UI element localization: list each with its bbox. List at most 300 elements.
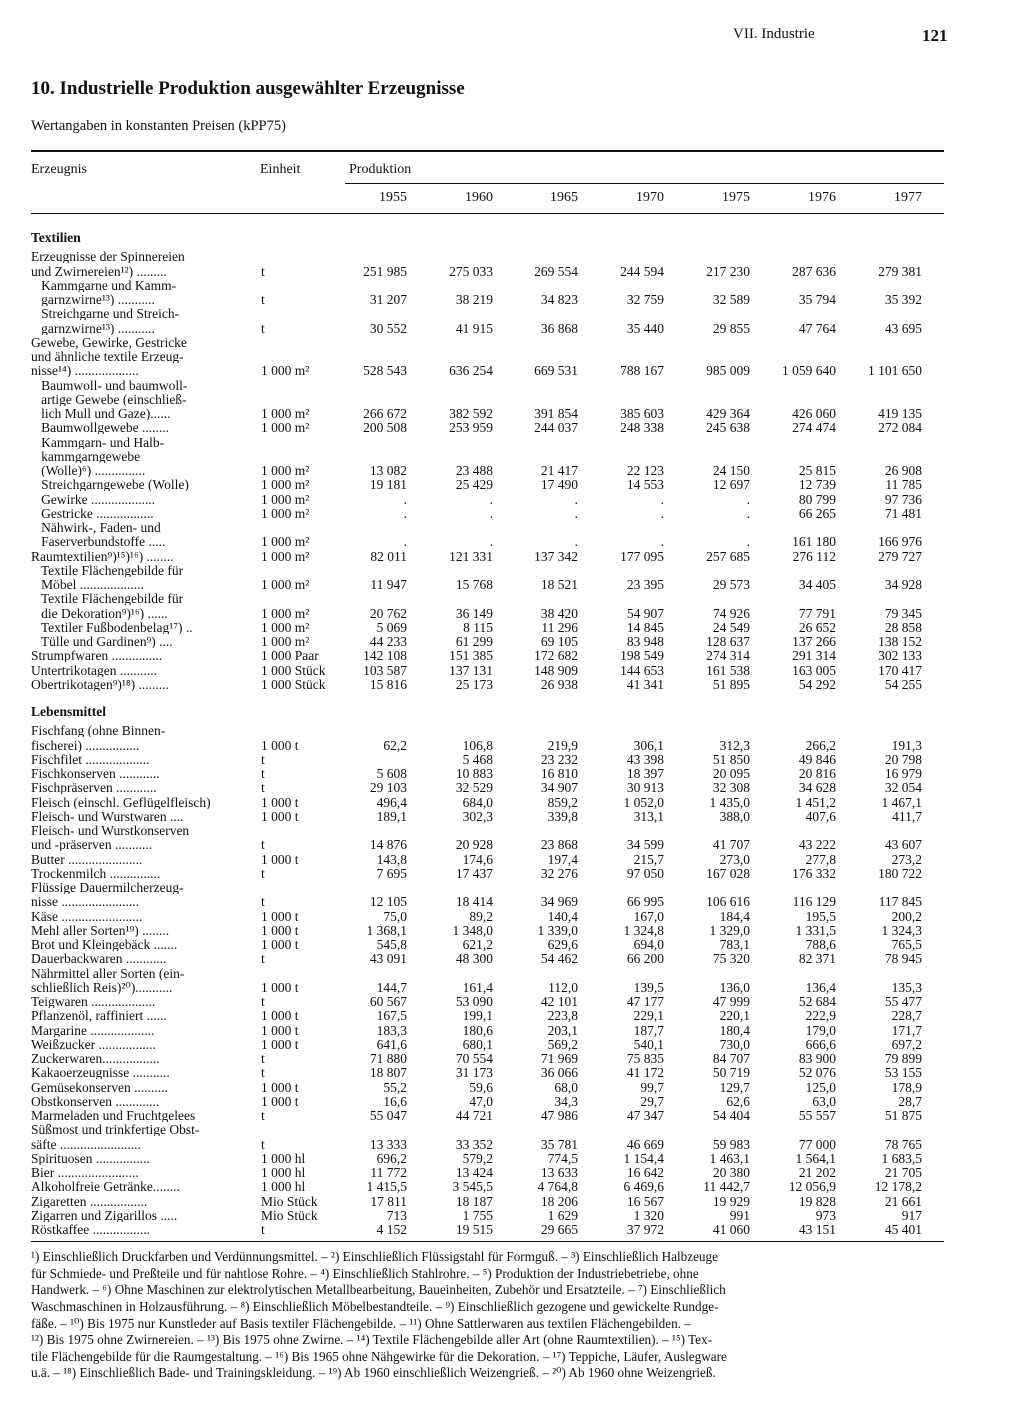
- product-label: Raumtextilien⁹)¹⁵)¹⁶) ........: [31, 549, 174, 563]
- chapter-header: VII. Industrie: [733, 26, 815, 42]
- value-cell: 774,5: [547, 1150, 578, 1166]
- page-subtitle: Wertangaben in konstanten Preisen (kPP75): [31, 118, 286, 134]
- footnote-line: Waschmaschinen in Holzausführung. – ⁸) Einschließlich Möbelbestandteile. – ⁹) Einschließlich gezogene und gewickelte Rundge-: [31, 1299, 719, 1315]
- value-cell: 7 695: [376, 865, 407, 881]
- value-cell: 163 005: [792, 662, 836, 678]
- value-cell: 103 587: [363, 662, 407, 678]
- product-label: Gewebe, Gewirke, Gestricke: [31, 335, 187, 349]
- table-row: [31, 664, 951, 678]
- value-cell: 128 637: [706, 634, 750, 649]
- product-label: Trockenmilch ...............: [31, 866, 161, 880]
- value-cell: 75 835: [626, 1051, 664, 1066]
- table-row: [31, 493, 951, 507]
- value-cell: 223,8: [547, 1008, 578, 1024]
- unit-cell: 1 000 m²: [261, 534, 310, 550]
- value-cell: 52 076: [798, 1065, 836, 1081]
- value-cell: 180,4: [719, 1022, 750, 1038]
- value-cell: 11 785: [885, 477, 922, 493]
- value-cell: 172 682: [534, 648, 578, 664]
- value-cell: 203,1: [547, 1022, 578, 1038]
- value-cell: 16 979: [884, 766, 922, 781]
- value-cell: 8 115: [463, 619, 493, 635]
- product-label: Baumwollgewebe ........: [31, 421, 169, 435]
- value-cell: 34,3: [554, 1093, 578, 1109]
- unit-cell: 1 000 t: [261, 979, 299, 995]
- value-cell: 47 177: [626, 994, 664, 1009]
- value-cell: 144 653: [620, 662, 664, 678]
- table-row: [31, 867, 951, 881]
- value-cell: 273,0: [719, 851, 750, 867]
- column-header-product: Erzeugnis: [31, 162, 87, 177]
- value-cell: 167 028: [706, 865, 750, 881]
- value-cell: 136,0: [719, 979, 750, 995]
- unit-cell: 1 000 m²: [261, 577, 310, 592]
- value-cell: 697,2: [891, 1036, 922, 1052]
- value-cell: 411,7: [892, 808, 922, 824]
- unit-cell: 1 000 t: [261, 1093, 299, 1109]
- value-cell: 75,0: [383, 908, 407, 924]
- value-cell: 23 395: [626, 577, 664, 592]
- unit-cell: 1 000 t: [261, 1008, 299, 1024]
- column-header-unit: Einheit: [260, 162, 301, 177]
- value-cell: 183,3: [376, 1022, 407, 1038]
- product-label: Dauerbackwaren ............: [31, 952, 167, 966]
- value-cell: 41 707: [712, 837, 750, 853]
- table-row: [31, 478, 951, 492]
- value-cell: 43 398: [626, 751, 664, 767]
- value-cell: 1 564,1: [795, 1150, 836, 1166]
- product-label: Kammgarne und Kamm-: [31, 278, 177, 292]
- table-row: [31, 592, 951, 621]
- value-cell: 171,7: [891, 1022, 922, 1038]
- product-label: Marmeladen und Fruchtgelees: [31, 1109, 196, 1122]
- unit-cell: 1 000 hl: [261, 1150, 306, 1166]
- value-cell: 97 050: [626, 865, 664, 881]
- table-row: [31, 307, 951, 336]
- unit-cell: 1 000 Paar: [261, 648, 319, 664]
- value-cell: 46 669: [626, 1136, 664, 1152]
- value-cell: 1 324,3: [881, 922, 922, 938]
- unit-cell: 1 000 t: [261, 737, 299, 753]
- unit-cell: t: [261, 780, 265, 796]
- value-cell: 391 854: [534, 406, 578, 421]
- value-cell: 97 736: [884, 491, 922, 507]
- value-cell: 68,0: [554, 1079, 578, 1095]
- value-cell: 21 705: [884, 1165, 922, 1180]
- value-cell: 1 059 640: [782, 363, 836, 379]
- unit-cell: t: [261, 1065, 265, 1081]
- unit-cell: 1 000 m²: [261, 491, 310, 507]
- table-row: [31, 678, 951, 692]
- value-cell: 49 846: [798, 751, 836, 767]
- unit-cell: 1 000 m²: [261, 406, 310, 421]
- value-cell: 197,4: [547, 851, 578, 867]
- value-cell: 17 811: [370, 1193, 407, 1209]
- value-cell: 198 549: [620, 648, 664, 664]
- unit-cell: 1 000 t: [261, 808, 299, 824]
- value-cell: .: [660, 534, 664, 550]
- value-cell: 79 899: [884, 1051, 922, 1066]
- value-cell: 22 123: [626, 463, 664, 478]
- value-cell: 43 091: [369, 951, 407, 967]
- product-label: Textile Flächengebilde für: [31, 592, 184, 606]
- table-bottom-rule: [31, 1241, 944, 1242]
- value-cell: 220,1: [719, 1008, 750, 1024]
- value-cell: 1 463,1: [709, 1150, 750, 1166]
- value-cell: 29 855: [712, 320, 750, 336]
- product-label: Nährmittel aller Sorten (ein-: [31, 966, 185, 980]
- value-cell: 31 173: [455, 1065, 493, 1081]
- value-cell: 135,3: [891, 979, 922, 995]
- value-cell: 178,9: [891, 1079, 922, 1095]
- unit-cell: 1 000 m²: [261, 548, 310, 564]
- value-cell: 245 638: [706, 420, 750, 436]
- value-cell: 34 599: [626, 837, 664, 853]
- header-bottom-rule: [31, 213, 944, 214]
- value-cell: 6 469,6: [623, 1179, 664, 1195]
- table-row: [31, 967, 951, 996]
- value-cell: 419 135: [878, 406, 922, 421]
- value-cell: 50 719: [712, 1065, 750, 1081]
- value-cell: 28,7: [898, 1093, 922, 1109]
- value-cell: 14 845: [626, 619, 664, 635]
- value-cell: 148 909: [534, 662, 578, 678]
- table-row: [31, 1024, 951, 1038]
- table-row: [31, 724, 951, 753]
- value-cell: 219,9: [547, 737, 578, 753]
- product-label: Margarine ...................: [31, 1023, 155, 1037]
- value-cell: 129,7: [719, 1079, 750, 1095]
- value-cell: 138 152: [878, 634, 922, 649]
- value-cell: 32 308: [712, 780, 750, 796]
- value-cell: 43 222: [798, 837, 836, 853]
- footnote-line: u.ä. – ¹⁸) Einschließlich Bade- und Trainingskleidung. – ¹⁹) Ab 1960 einschließlich Weizengrieß. – ²⁰) Ab 1960 ohne Weizengrieß.: [31, 1365, 716, 1381]
- value-cell: 170 417: [878, 662, 922, 678]
- value-cell: 63,0: [812, 1093, 836, 1109]
- value-cell: 28 858: [884, 619, 922, 635]
- value-cell: 21 202: [798, 1165, 836, 1180]
- value-cell: 61 299: [455, 634, 493, 649]
- value-cell: 545,8: [376, 937, 407, 952]
- value-cell: 82 371: [798, 951, 836, 967]
- product-label: Erzeugnisse der Spinnereien: [31, 250, 185, 264]
- product-label: artige Gewebe (einschließ-: [31, 392, 187, 406]
- table-row: [31, 1038, 951, 1052]
- value-cell: 176 332: [792, 865, 836, 881]
- footnote-line: tile Flächengebilde für die Raumgestaltung. – ¹⁶) Bis 1965 ohne Nähgewirke für die Dekoration. – ¹⁷) Teppiche, Läufer, Auslegware: [31, 1348, 727, 1364]
- unit-cell: 1 000 m²: [261, 634, 310, 649]
- product-label: und -präserven ...........: [31, 838, 153, 852]
- value-cell: 106 616: [706, 894, 750, 910]
- product-label: Weißzucker .................: [31, 1037, 156, 1051]
- product-label: Obertrikotagen⁹)¹⁸) .........: [31, 677, 169, 691]
- table-row: [31, 767, 951, 781]
- value-cell: 42 101: [540, 994, 578, 1009]
- value-cell: 34 969: [540, 894, 578, 910]
- value-cell: 41 060: [712, 1222, 750, 1237]
- value-cell: 47 999: [712, 994, 750, 1009]
- value-cell: 47 347: [626, 1108, 664, 1123]
- product-label: Zigaretten .................: [31, 1194, 148, 1208]
- product-label: Gewirke ...................: [31, 492, 156, 506]
- value-cell: 528 543: [363, 363, 407, 379]
- product-label: und Zwirnereien¹²) .........: [31, 264, 167, 278]
- value-cell: 244 037: [534, 420, 578, 436]
- value-cell: .: [660, 505, 664, 521]
- product-label: Röstkaffee .................: [31, 1223, 150, 1236]
- page-number: 121: [922, 26, 948, 45]
- value-cell: 279 381: [878, 263, 922, 279]
- table-row: [31, 853, 951, 867]
- value-cell: 24 150: [712, 463, 750, 478]
- table-row: [31, 1109, 951, 1123]
- value-cell: 200 508: [363, 420, 407, 436]
- value-cell: 696,2: [376, 1150, 407, 1166]
- value-cell: 161,4: [462, 979, 493, 995]
- value-cell: 34 628: [798, 780, 836, 796]
- value-cell: 54 292: [798, 676, 836, 692]
- value-cell: 32 054: [884, 780, 922, 796]
- unit-cell: 1 000 m²: [261, 463, 310, 478]
- product-label: Obstkonserven .............: [31, 1094, 160, 1108]
- value-cell: 788 167: [620, 363, 664, 379]
- value-cell: 666,6: [805, 1036, 836, 1052]
- value-cell: 30 552: [369, 320, 407, 336]
- value-cell: .: [660, 491, 664, 507]
- section-heading: Lebensmittel: [31, 704, 106, 719]
- value-cell: 694,0: [633, 937, 664, 952]
- table-row: [31, 1195, 951, 1209]
- table-row: [31, 910, 951, 924]
- table-row: [31, 995, 951, 1009]
- value-cell: 60 567: [369, 994, 407, 1009]
- column-header-year: 1976: [808, 190, 836, 205]
- value-cell: 36 868: [540, 320, 578, 336]
- value-cell: 55,2: [383, 1079, 407, 1095]
- value-cell: 684,0: [462, 794, 493, 810]
- value-cell: 19 828: [798, 1193, 836, 1209]
- value-cell: 25 815: [798, 463, 836, 478]
- value-cell: 1 329,0: [709, 922, 750, 938]
- value-cell: 32 759: [626, 292, 664, 307]
- value-cell: 139,5: [633, 979, 664, 995]
- value-cell: 29 573: [712, 577, 750, 592]
- value-cell: 1 467,1: [881, 794, 922, 810]
- value-cell: 20 928: [455, 837, 493, 853]
- product-label: Fischkonserven ............: [31, 767, 160, 780]
- value-cell: 41 341: [626, 676, 664, 692]
- value-cell: 70 554: [455, 1051, 493, 1066]
- table-row: [31, 781, 951, 795]
- value-cell: 78 945: [884, 951, 922, 967]
- column-header-year: 1960: [465, 190, 493, 205]
- page-title: 10. Industrielle Produktion ausgewählter Erzeugnisse: [31, 78, 465, 99]
- product-label: Zigarren und Zigarillos .....: [31, 1208, 178, 1222]
- value-cell: .: [746, 534, 750, 550]
- value-cell: 137 266: [792, 634, 836, 649]
- value-cell: 1 331,5: [795, 922, 836, 938]
- value-cell: 52 684: [798, 994, 836, 1009]
- value-cell: 191,3: [891, 737, 922, 753]
- value-cell: 13 424: [455, 1165, 493, 1180]
- value-cell: 20 816: [798, 766, 836, 781]
- value-cell: 43 607: [884, 837, 922, 853]
- value-cell: 1 451,2: [795, 794, 836, 810]
- unit-cell: 1 000 m²: [261, 505, 310, 521]
- value-cell: 18 807: [369, 1065, 407, 1081]
- value-cell: 43 695: [884, 320, 922, 336]
- table-row: [31, 649, 951, 663]
- table-row: [31, 1081, 951, 1095]
- unit-cell: 1 000 t: [261, 1036, 299, 1052]
- product-label: Gemüsekonserven ..........: [31, 1080, 168, 1094]
- value-cell: 54 462: [540, 951, 578, 967]
- table-row: [31, 952, 951, 966]
- product-label: Süßmost und trinkfertige Obst-: [31, 1123, 200, 1137]
- value-cell: 77 000: [798, 1136, 836, 1152]
- value-cell: 89,2: [469, 908, 493, 924]
- section-heading: Textilien: [31, 230, 81, 245]
- value-cell: .: [574, 505, 578, 521]
- table-row: [31, 550, 951, 564]
- product-label: Flüssige Dauermilcherzeug-: [31, 881, 184, 894]
- value-cell: 20 380: [712, 1165, 750, 1180]
- value-cell: .: [746, 491, 750, 507]
- value-cell: 29,7: [640, 1093, 664, 1109]
- product-label: und ähnliche textile Erzeug-: [31, 350, 184, 363]
- product-label: Zuckerwaren.................: [31, 1052, 160, 1065]
- value-cell: 30 913: [626, 780, 664, 796]
- product-label: die Dekoration⁹)¹⁶) ......: [31, 606, 168, 620]
- value-cell: 66 995: [626, 894, 664, 910]
- value-cell: 62,6: [726, 1093, 750, 1109]
- value-cell: 54 907: [626, 605, 664, 621]
- table-row: [31, 564, 951, 593]
- product-label: Fleisch- und Wurstwaren ....: [31, 809, 184, 823]
- unit-cell: 1 000 m²: [261, 605, 310, 621]
- value-cell: 21 661: [884, 1193, 922, 1209]
- value-cell: .: [403, 491, 407, 507]
- unit-cell: t: [261, 994, 265, 1009]
- table-top-rule: [31, 150, 944, 152]
- product-label: nisse¹⁴) ...................: [31, 364, 139, 378]
- value-cell: 189,1: [376, 808, 407, 824]
- value-cell: 55 477: [884, 994, 922, 1009]
- value-cell: 151 385: [449, 648, 493, 664]
- value-cell: 23 232: [540, 751, 578, 767]
- value-cell: 35 794: [798, 292, 836, 307]
- value-cell: 13 333: [369, 1136, 407, 1152]
- value-cell: 26 652: [798, 619, 836, 635]
- table-row: [31, 436, 951, 479]
- value-cell: 55 557: [798, 1108, 836, 1123]
- product-label: Fischpräserven ............: [31, 781, 157, 795]
- value-cell: 23 488: [455, 463, 493, 478]
- value-cell: 15 768: [455, 577, 493, 592]
- value-cell: 34 823: [540, 292, 578, 307]
- table-row: [31, 796, 951, 810]
- value-cell: 174,6: [462, 851, 493, 867]
- product-label: Teigwaren ...................: [31, 995, 156, 1008]
- value-cell: 859,2: [547, 794, 578, 810]
- value-cell: 1 683,5: [881, 1150, 922, 1166]
- value-cell: 385 603: [620, 406, 664, 421]
- product-label: Fischfang (ohne Binnen-: [31, 724, 166, 738]
- value-cell: 80 799: [798, 491, 836, 507]
- value-cell: 78 765: [884, 1136, 922, 1152]
- value-cell: 34 405: [798, 577, 836, 592]
- value-cell: 34 928: [884, 577, 922, 592]
- value-cell: 1 324,8: [623, 922, 664, 938]
- product-label: nisse .......................: [31, 895, 139, 909]
- value-cell: 125,0: [805, 1079, 836, 1095]
- value-cell: 19 181: [369, 477, 407, 493]
- unit-cell: 1 000 t: [261, 851, 299, 867]
- value-cell: 35 781: [540, 1136, 578, 1152]
- value-cell: 629,6: [547, 937, 578, 952]
- value-cell: 426 060: [792, 406, 836, 421]
- value-cell: 35 392: [884, 292, 922, 307]
- value-cell: 302,3: [462, 808, 493, 824]
- value-cell: .: [489, 534, 493, 550]
- value-cell: 117 845: [878, 894, 922, 910]
- value-cell: 12 739: [798, 477, 836, 493]
- value-cell: 1 154,4: [623, 1150, 664, 1166]
- product-label: Textiler Fußbodenbelag¹⁷) ..: [31, 620, 193, 634]
- footnote-line: ¹²) Bis 1975 ohne Zwirnereien. – ¹³) Bis 1975 ohne Zwirne. – ¹⁴) Textile Flächengebilde aller Art (ohne Raumtextilien). – ¹⁵) Tex-: [31, 1332, 713, 1348]
- value-cell: 38 219: [455, 292, 493, 307]
- column-header-production: Produktion: [349, 162, 412, 177]
- value-cell: 17 437: [455, 865, 493, 881]
- value-cell: 200,2: [891, 908, 922, 924]
- value-cell: 83 948: [626, 634, 664, 649]
- value-cell: 973: [815, 1207, 836, 1223]
- value-cell: 783,1: [719, 937, 750, 952]
- value-cell: 13 633: [540, 1165, 578, 1180]
- value-cell: 18 187: [455, 1193, 493, 1209]
- column-header-year: 1977: [894, 190, 922, 205]
- value-cell: 166 976: [878, 534, 922, 550]
- value-cell: 276 112: [792, 548, 836, 564]
- product-label: fischerei) ................: [31, 738, 140, 752]
- value-cell: 23 868: [540, 837, 578, 853]
- table-row: [31, 924, 951, 938]
- table-row: [31, 1066, 951, 1080]
- product-label: garnzwirne¹³) ...........: [31, 321, 155, 335]
- value-cell: 730,0: [719, 1036, 750, 1052]
- value-cell: 59 983: [712, 1136, 750, 1152]
- unit-cell: 1 000 m²: [261, 420, 310, 436]
- value-cell: 26 938: [540, 676, 578, 692]
- product-label: Faserverbundstoffe .....: [31, 535, 166, 549]
- value-cell: 25 429: [455, 477, 493, 493]
- value-cell: 82 011: [370, 548, 407, 564]
- product-label: Fischfilet ...................: [31, 752, 150, 766]
- value-cell: 18 521: [540, 577, 578, 592]
- value-cell: 1 348,0: [452, 922, 493, 938]
- value-cell: 279 727: [878, 548, 922, 564]
- value-cell: 388,0: [719, 808, 750, 824]
- value-cell: 51 850: [712, 751, 750, 767]
- value-cell: 621,2: [462, 937, 493, 952]
- value-cell: 382 592: [449, 406, 493, 421]
- value-cell: 680,1: [462, 1036, 493, 1052]
- product-label: Fleisch- und Wurstkonserven: [31, 824, 190, 837]
- table-row: [31, 1095, 951, 1109]
- value-cell: 15 816: [369, 676, 407, 692]
- value-cell: 180,6: [462, 1022, 493, 1038]
- value-cell: 765,5: [891, 937, 922, 952]
